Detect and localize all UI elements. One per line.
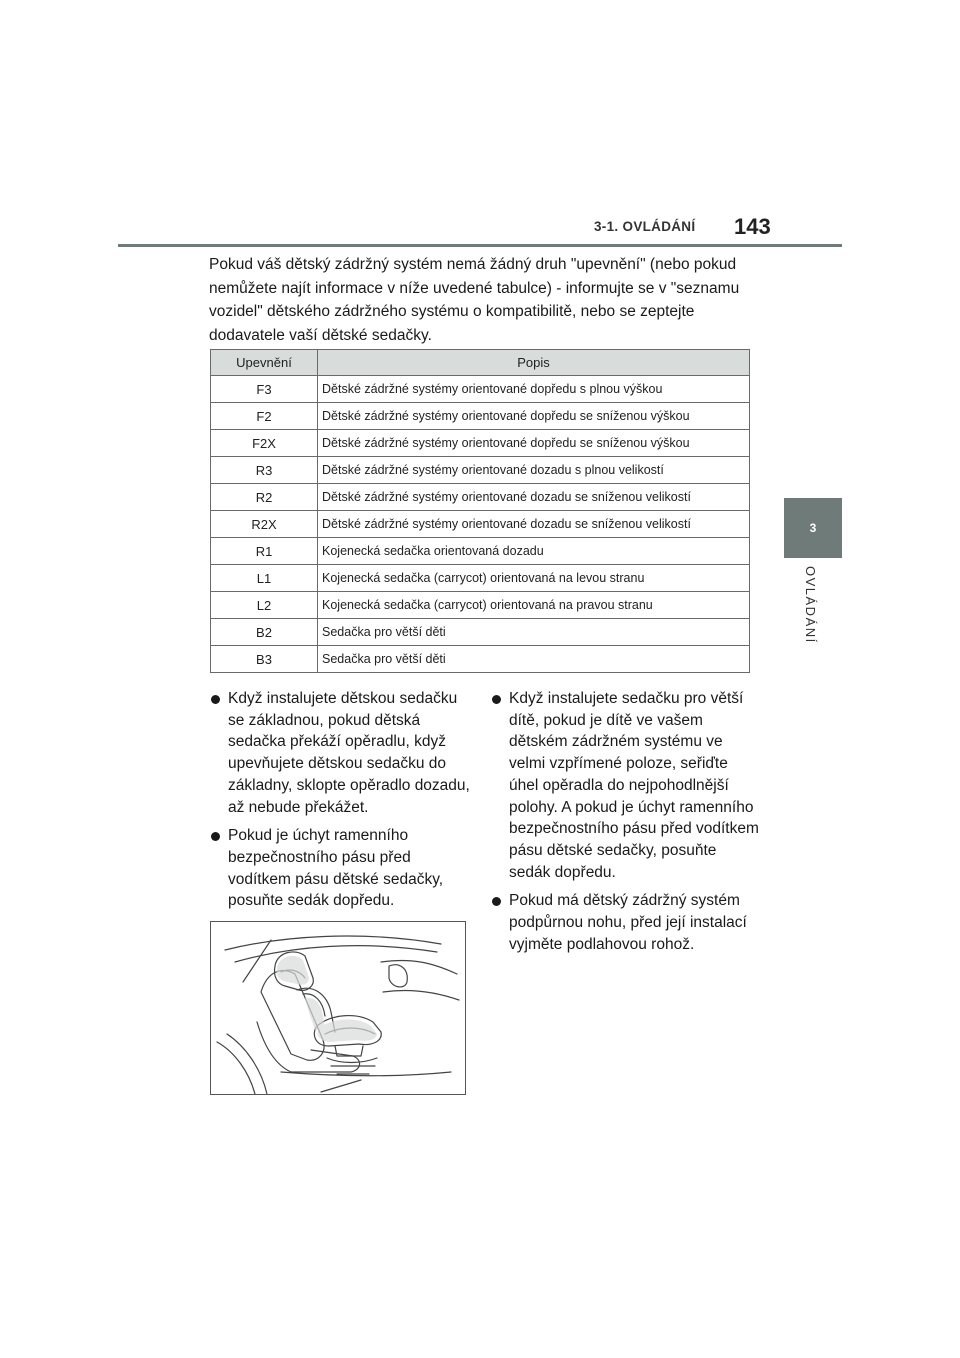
list-item-text: Když instalujete sedačku pro větší dítě, pokud je dítě ve vašem dětském zádržném systému ve velmi vzpřímené poloze, seřiďte úhel opěradla do nejpohodlnější polohy. A pokud je úchyt ramenního bezpečnostního pásu před vodítkem pásu dětské sedačky, posuňte sedák dopředu. [509, 690, 759, 881]
intro-paragraph: Pokud váš dětský zádržný systém nemá žádný druh "upevnění" (nebo pokud nemůžete najít informace v níže uvedené tabulce) - informujte se v "seznamu vozidel" dětského zádržného systému o kompatibilitě, nebo se zeptejte dodavatele vaší dětské sedačky. [209, 256, 740, 344]
table-cell-desc: Sedačka pro větší děti [318, 619, 750, 646]
table-cell-code: R3 [211, 457, 318, 484]
section-title: 3-1. OVLÁDÁNÍ [594, 219, 696, 234]
chapter-tab: 3 [784, 498, 842, 558]
table-cell-code: R2 [211, 484, 318, 511]
table-cell-desc: Dětské zádržné systémy orientované dopředu s plnou výškou [318, 376, 750, 403]
table-cell-code: R2X [211, 511, 318, 538]
table-row [211, 484, 750, 511]
table-cell-code: B2 [211, 619, 318, 646]
child-seat-illustration [210, 921, 466, 1095]
table-header-description: Popis [318, 350, 750, 376]
list-item-text: Pokud má dětský zádržný systém podpůrnou nohu, před její instalací vyjměte podlahovou rohož. [509, 892, 747, 953]
table-row [211, 538, 750, 565]
page-number: 143 [734, 214, 771, 239]
table-row [211, 511, 750, 538]
table-cell-code: B3 [211, 646, 318, 673]
list-item [491, 688, 761, 883]
table-row [211, 592, 750, 619]
table-row [211, 403, 750, 430]
table-cell-code: L2 [211, 592, 318, 619]
header-rule [118, 244, 842, 247]
table-cell-code: F3 [211, 376, 318, 403]
table-cell-code: F2X [211, 430, 318, 457]
table-cell-code: F2 [211, 403, 318, 430]
bullets-right-column [491, 688, 761, 962]
table-cell-code: R1 [211, 538, 318, 565]
table-row [211, 430, 750, 457]
table-cell-desc: Kojenecká sedačka (carrycot) orientovaná na pravou stranu [318, 592, 750, 619]
chapter-side-title: OVLÁDÁNÍ [803, 566, 818, 644]
bullet-dot-icon [492, 897, 501, 906]
bullets-left-column [210, 688, 472, 919]
table-cell-desc: Dětské zádržné systémy orientované dopředu se sníženou výškou [318, 403, 750, 430]
list-item-text: Pokud je úchyt ramenního bezpečnostního pásu před vodítkem pásu dětské sedačky, posuňte sedák dopředu. [228, 827, 444, 910]
table-header-row [211, 350, 750, 376]
table-cell-desc: Dětské zádržné systémy orientované dopředu se sníženou výškou [318, 430, 750, 457]
table-row [211, 619, 750, 646]
table-cell-desc: Kojenecká sedačka orientovaná dozadu [318, 538, 750, 565]
table-cell-code: L1 [211, 565, 318, 592]
list-item [210, 825, 472, 912]
table-row [211, 457, 750, 484]
table-row [211, 565, 750, 592]
table-cell-desc: Dětské zádržné systémy orientované dozadu s plnou velikostí [318, 457, 750, 484]
table-cell-desc: Dětské zádržné systémy orientované dozadu se sníženou velikostí [318, 511, 750, 538]
bullet-dot-icon [211, 695, 220, 704]
car-seat-drawing [211, 922, 465, 1094]
bullet-dot-icon [211, 832, 220, 841]
list-item [491, 890, 761, 955]
table-cell-desc: Kojenecká sedačka (carrycot) orientovaná na levou stranu [318, 565, 750, 592]
list-item [210, 688, 472, 818]
table-cell-desc: Dětské zádržné systémy orientované dozadu se sníženou velikostí [318, 484, 750, 511]
table-header-mount: Upevnění [211, 350, 318, 376]
table-cell-desc: Sedačka pro větší děti [318, 646, 750, 673]
mount-table [210, 349, 750, 673]
table-row [211, 376, 750, 403]
bullet-dot-icon [492, 695, 501, 704]
table-row [211, 646, 750, 673]
list-item-text: Když instalujete dětskou sedačku se základnou, pokud dětská sedačka překáží opěradlu, když upevňujete dětskou sedačku do základny, sklopte opěradlo dozadu, až nebude překážet. [228, 690, 470, 816]
